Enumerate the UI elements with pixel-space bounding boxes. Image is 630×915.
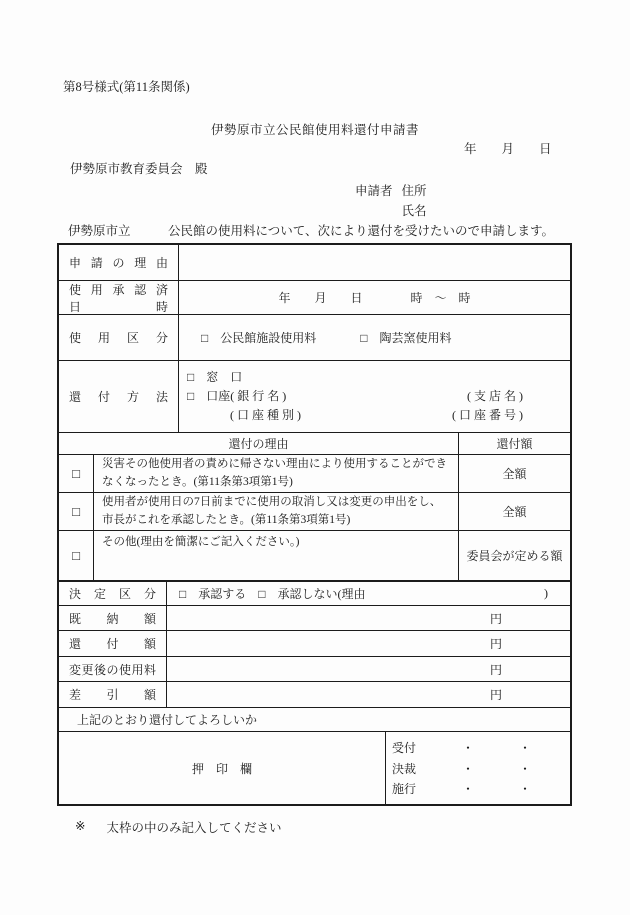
stamp-line-execution — [386, 780, 576, 797]
stamp-row — [59, 731, 570, 804]
applicant-label: 申請者 — [355, 184, 393, 198]
applicant-address-label[interactable]: 住所 — [401, 184, 427, 198]
reason-3-amount: 委員会が定める額 — [458, 531, 570, 580]
account-checkbox-option[interactable]: □ 口座( 銀 行 名 ) — [187, 389, 287, 403]
reason-2-text: 使用者が使用日の7日前までに使用の取消し又は変更の申出をし、市長がこれを承認したとき。(第11条第3項第1号) — [102, 496, 442, 526]
kiln-fee-checkbox-option[interactable]: □ 陶芸窯使用料 — [360, 331, 452, 345]
refund-amount-label — [59, 631, 167, 656]
decision-label-text: 決定区分 — [69, 587, 156, 601]
decision-close-paren: ) — [544, 586, 548, 600]
changed-fee-row — [59, 656, 570, 681]
paid-amount-unit: 円 — [489, 611, 502, 626]
account-type-field[interactable]: ( 口 座 種 別 ) — [230, 408, 301, 422]
addressee: 伊勢原市教育委員会 殿 — [70, 162, 208, 176]
refund-method-label — [59, 361, 179, 432]
confirmation-row — [59, 707, 570, 731]
page-title: 伊勢原市立公民館使用料還付申請書 — [210, 123, 419, 137]
approved-datetime-input[interactable]: 年 月 日 時 ～ 時 — [278, 291, 471, 305]
approved-datetime-row — [59, 280, 570, 314]
reason-1-text: 災害その他使用者の責めに帰さない理由により使用することができなくなったとき。(第11条第3項第1号) — [102, 458, 447, 488]
changed-fee-input[interactable] — [167, 657, 570, 681]
refund-amount-input[interactable] — [167, 631, 570, 656]
execution-date-dot-1: ・ — [462, 781, 475, 796]
usage-category-label-text: 使用区分 — [69, 331, 168, 345]
approved-datetime-label — [59, 281, 179, 314]
refund-reason-header: 還付の理由 — [228, 437, 289, 451]
footer-note — [75, 818, 282, 836]
paid-amount-label-text: 既納額 — [69, 611, 156, 626]
decision-checkbox-options[interactable]: □ 承認する □ 承認しない(理由 — [179, 587, 366, 601]
application-reason-input[interactable] — [179, 245, 570, 280]
reception-label: 受付 — [392, 741, 417, 756]
usage-category-options — [179, 315, 570, 360]
refund-amount-header: 還付額 — [458, 433, 570, 454]
facility-fee-checkbox-option[interactable]: □ 公民館施設使用料 — [201, 331, 317, 345]
approval-date-dot-2: ・ — [519, 761, 532, 776]
decision-row — [59, 580, 570, 605]
application-reason-row — [59, 245, 570, 280]
confirmation-text: 上記のとおり還付してよろしいか — [77, 713, 258, 727]
refund-method-window-line — [187, 368, 570, 387]
stamp-line-reception — [386, 739, 576, 756]
reason-1-checkbox[interactable]: □ — [59, 455, 94, 492]
approved-datetime-label-line1: 使用承認済 — [69, 282, 168, 297]
decision-options — [167, 582, 570, 605]
intro-sentence: 伊勢原市立 公民館の使用料について、次により還付を受けたいので申請します。 — [68, 224, 555, 238]
refund-method-account-line — [187, 387, 570, 406]
application-table — [57, 243, 572, 806]
reason-3-checkbox[interactable]: □ — [59, 531, 94, 580]
note-text: 太枠の中のみ記入してください — [106, 821, 282, 835]
reason-3-text[interactable]: その他(理由を簡潔にご記入ください。) — [102, 536, 300, 548]
usage-category-row — [59, 314, 570, 360]
account-number-field[interactable]: ( 口 座 番 号 ) — [452, 408, 523, 422]
changed-fee-label — [59, 657, 167, 681]
branch-name-field[interactable]: ( 支 店 名 ) — [467, 389, 523, 403]
refund-reason-row-1 — [59, 454, 570, 492]
note-mark: ※ — [75, 819, 86, 833]
paid-amount-row — [59, 605, 570, 630]
stamp-line-approval — [386, 760, 576, 777]
application-reason-label-text: 申請の理由 — [69, 256, 168, 270]
balance-amount-label — [59, 682, 167, 707]
refund-reason-row-3 — [59, 530, 570, 580]
refund-reason-header-row — [59, 432, 570, 454]
window-checkbox-option[interactable]: □ 窓 口 — [187, 370, 243, 384]
execution-date-dot-2: ・ — [519, 781, 532, 796]
applicant-block — [355, 181, 427, 221]
paid-amount-label — [59, 606, 167, 630]
form-number: 第8号様式(第11条関係) — [63, 80, 190, 94]
paid-amount-input[interactable] — [167, 606, 570, 630]
refund-amount-row — [59, 630, 570, 656]
stamp-area-label: 押 印 欄 — [59, 732, 386, 804]
reception-date-dot-2: ・ — [519, 741, 532, 756]
refund-method-row — [59, 360, 570, 432]
refund-amount-unit: 円 — [489, 637, 502, 651]
changed-fee-unit: 円 — [489, 662, 502, 677]
balance-amount-label-text: 差引額 — [69, 688, 156, 702]
header-date-line[interactable]: 年 月 日 — [464, 142, 552, 156]
changed-fee-label-text: 変更後の使用料 — [69, 662, 156, 677]
decision-label — [59, 582, 167, 605]
application-reason-label — [59, 245, 179, 280]
refund-reason-row-2 — [59, 492, 570, 530]
refund-method-account-detail-line — [187, 406, 570, 425]
stamp-process-column — [386, 732, 576, 804]
approval-label: 決裁 — [392, 761, 417, 776]
refund-amount-label-text: 還付額 — [69, 637, 156, 651]
reason-2-checkbox[interactable]: □ — [59, 493, 94, 530]
reason-1-amount: 全額 — [458, 455, 570, 492]
execution-label: 施行 — [392, 781, 417, 796]
balance-amount-row — [59, 681, 570, 707]
approval-date-dot-1: ・ — [462, 761, 475, 776]
reception-date-dot-1: ・ — [462, 741, 475, 756]
refund-method-options — [179, 361, 570, 432]
reason-2-amount: 全額 — [458, 493, 570, 530]
refund-method-label-text: 還付方法 — [69, 390, 168, 404]
approved-datetime-label-line2: 日時 — [69, 299, 168, 314]
balance-amount-unit: 円 — [489, 688, 502, 702]
balance-amount-input[interactable] — [167, 682, 570, 707]
applicant-name-label[interactable]: 氏名 — [401, 204, 427, 218]
usage-category-label — [59, 315, 179, 360]
